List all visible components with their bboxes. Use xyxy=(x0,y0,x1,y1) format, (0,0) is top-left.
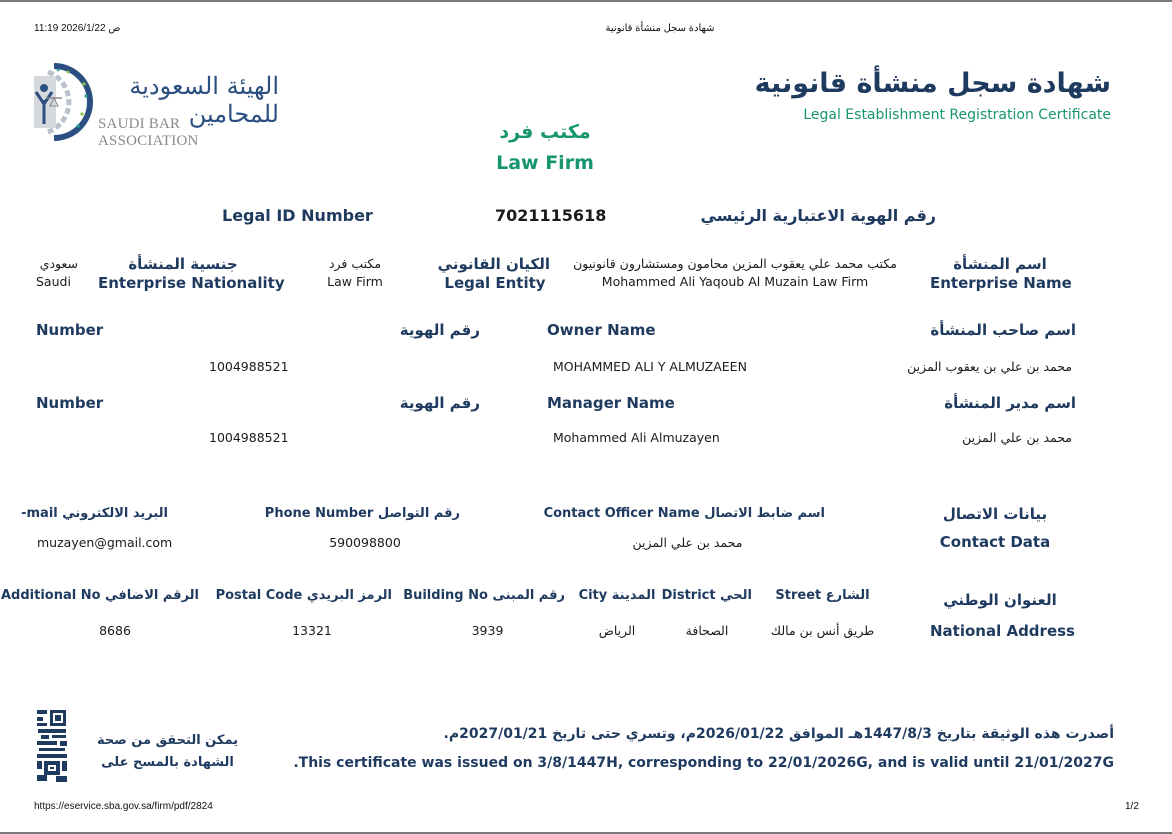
logo-name-english: SAUDI BAR ASSOCIATION xyxy=(98,116,199,149)
enterprise-name-label-arabic: اسم المنشأة xyxy=(953,255,1047,273)
nationality-value-arabic: سعودي xyxy=(39,256,78,271)
legal-id-value: 7021115618 xyxy=(495,206,607,225)
street-label: الشارع Street xyxy=(775,588,870,603)
enterprise-name-value-arabic: مكتب محمد علي يعقوب المزين محامون ومستشارون قانونيون xyxy=(573,256,897,271)
contact-section-title-english: Contact Data xyxy=(939,533,1051,551)
enterprise-name-label-english: Enterprise Name xyxy=(930,274,1072,292)
manager-id-label-english: Number xyxy=(36,394,104,412)
owner-id-label-english: Number xyxy=(36,321,104,339)
building-value: 3939 xyxy=(471,623,504,638)
additional-no-value: 8686 xyxy=(99,623,131,638)
logo-name-arabic: الهيئة السعودية للمحامين xyxy=(129,72,279,128)
postal-code-value: 13321 xyxy=(292,623,332,638)
verify-text-line2: الشهادة بالمسح على xyxy=(101,755,234,770)
address-section-title-arabic: العنوان الوطني xyxy=(943,591,1057,609)
owner-name-label-arabic: اسم صاحب المنشأة xyxy=(930,321,1076,339)
validity-text-english: This certificate was issued on 3/8/1447H, corresponding to 22/01/2026G, and is valid until 21/01/2027G. xyxy=(293,755,1114,771)
print-footer-url[interactable]: https://eservice.sba.gov.sa/firm/pdf/2824 xyxy=(34,801,213,812)
address-section-title-english: National Address xyxy=(930,622,1075,640)
legal-entity-value-english: Law Firm xyxy=(327,274,383,289)
nationality-value-english: Saudi xyxy=(36,274,71,289)
district-label: الحي District xyxy=(661,588,752,603)
nationality-label-arabic: جنسية المنشأة xyxy=(128,255,238,273)
owner-name-label-english: Owner Name xyxy=(547,321,656,339)
certificate-title-arabic: شهادة سجل منشأة قانونية xyxy=(754,68,1111,99)
legal-id-label-english: Legal ID Number xyxy=(222,206,373,225)
certificate-title-english: Legal Establishment Registration Certificate xyxy=(803,107,1111,123)
manager-name-label-arabic: اسم مدير المنشأة xyxy=(944,394,1076,412)
print-page-number: 1/2 xyxy=(1125,801,1139,812)
building-label: رقم المبنى Building No xyxy=(403,588,565,603)
legal-entity-label-english: Legal Entity xyxy=(444,274,546,292)
manager-name-value-arabic: محمد بن علي المزين xyxy=(962,430,1072,445)
owner-id-label-arabic: رقم الهوية xyxy=(399,321,480,339)
verify-text-line1: يمكن التحقق من صحة xyxy=(96,733,239,748)
email-label: البريد الالكتروني mail- xyxy=(21,506,168,521)
qr-code-icon xyxy=(36,709,68,783)
scales-of-justice-emblem-icon xyxy=(34,62,96,142)
print-datetime: 11:19 2026/1/22 ص xyxy=(34,23,121,34)
print-doc-title: شهادة سجل منشأة قانونية xyxy=(605,23,715,34)
manager-name-value-english: Mohammed Ali Almuzayen xyxy=(553,430,720,445)
legal-entity-value-arabic: مكتب فرد xyxy=(328,256,382,271)
page-top-border xyxy=(0,0,1172,2)
manager-name-label-english: Manager Name xyxy=(547,394,675,412)
street-value: طريق أنس بن مالك xyxy=(770,623,875,638)
owner-id-value: 1004988521 xyxy=(209,359,289,374)
contact-section-title-arabic: بيانات الاتصال xyxy=(942,505,1048,523)
legal-entity-label-arabic: الكيان القانوني xyxy=(437,255,550,273)
firm-type-english: Law Firm xyxy=(496,152,594,174)
validity-text-arabic: أصدرت هذه الوثيقة بتاريخ 1447/8/3هـ الموافق 2026/01/22م، وتسري حتى تاريخ 2027/01/21م. xyxy=(443,726,1114,742)
phone-value: 590098800 xyxy=(329,535,401,550)
owner-name-value-english: MOHAMMED ALI Y ALMUZAEEN xyxy=(553,359,747,374)
contact-officer-value: محمد بن علي المزين xyxy=(632,535,743,550)
district-value: الصحافة xyxy=(685,623,729,638)
legal-id-label-arabic: رقم الهوية الاعتبارية الرئيسي xyxy=(700,206,936,225)
nationality-label-english: Enterprise Nationality xyxy=(98,274,285,292)
email-value: muzayen@gmail.com xyxy=(37,535,173,550)
saudi-bar-association-logo xyxy=(34,62,279,149)
city-label: المدينة City xyxy=(578,588,656,603)
owner-name-value-arabic: محمد بن علي بن يعقوب المزين xyxy=(907,359,1072,374)
phone-label: رقم التواصل Phone Number xyxy=(264,506,460,521)
additional-no-label: الرقم الاضافي Additional No xyxy=(1,588,199,603)
contact-officer-label: اسم ضابط الاتصال Contact Officer Name xyxy=(543,506,825,521)
city-value: الرياض xyxy=(598,623,636,638)
postal-code-label: الرمز البريدي Postal Code xyxy=(215,588,392,603)
manager-id-label-arabic: رقم الهوية xyxy=(399,394,480,412)
manager-id-value: 1004988521 xyxy=(209,430,289,445)
firm-type-arabic: مكتب فرد xyxy=(499,121,591,143)
enterprise-name-value-english: Mohammed Ali Yaqoub Al Muzain Law Firm xyxy=(601,274,869,289)
